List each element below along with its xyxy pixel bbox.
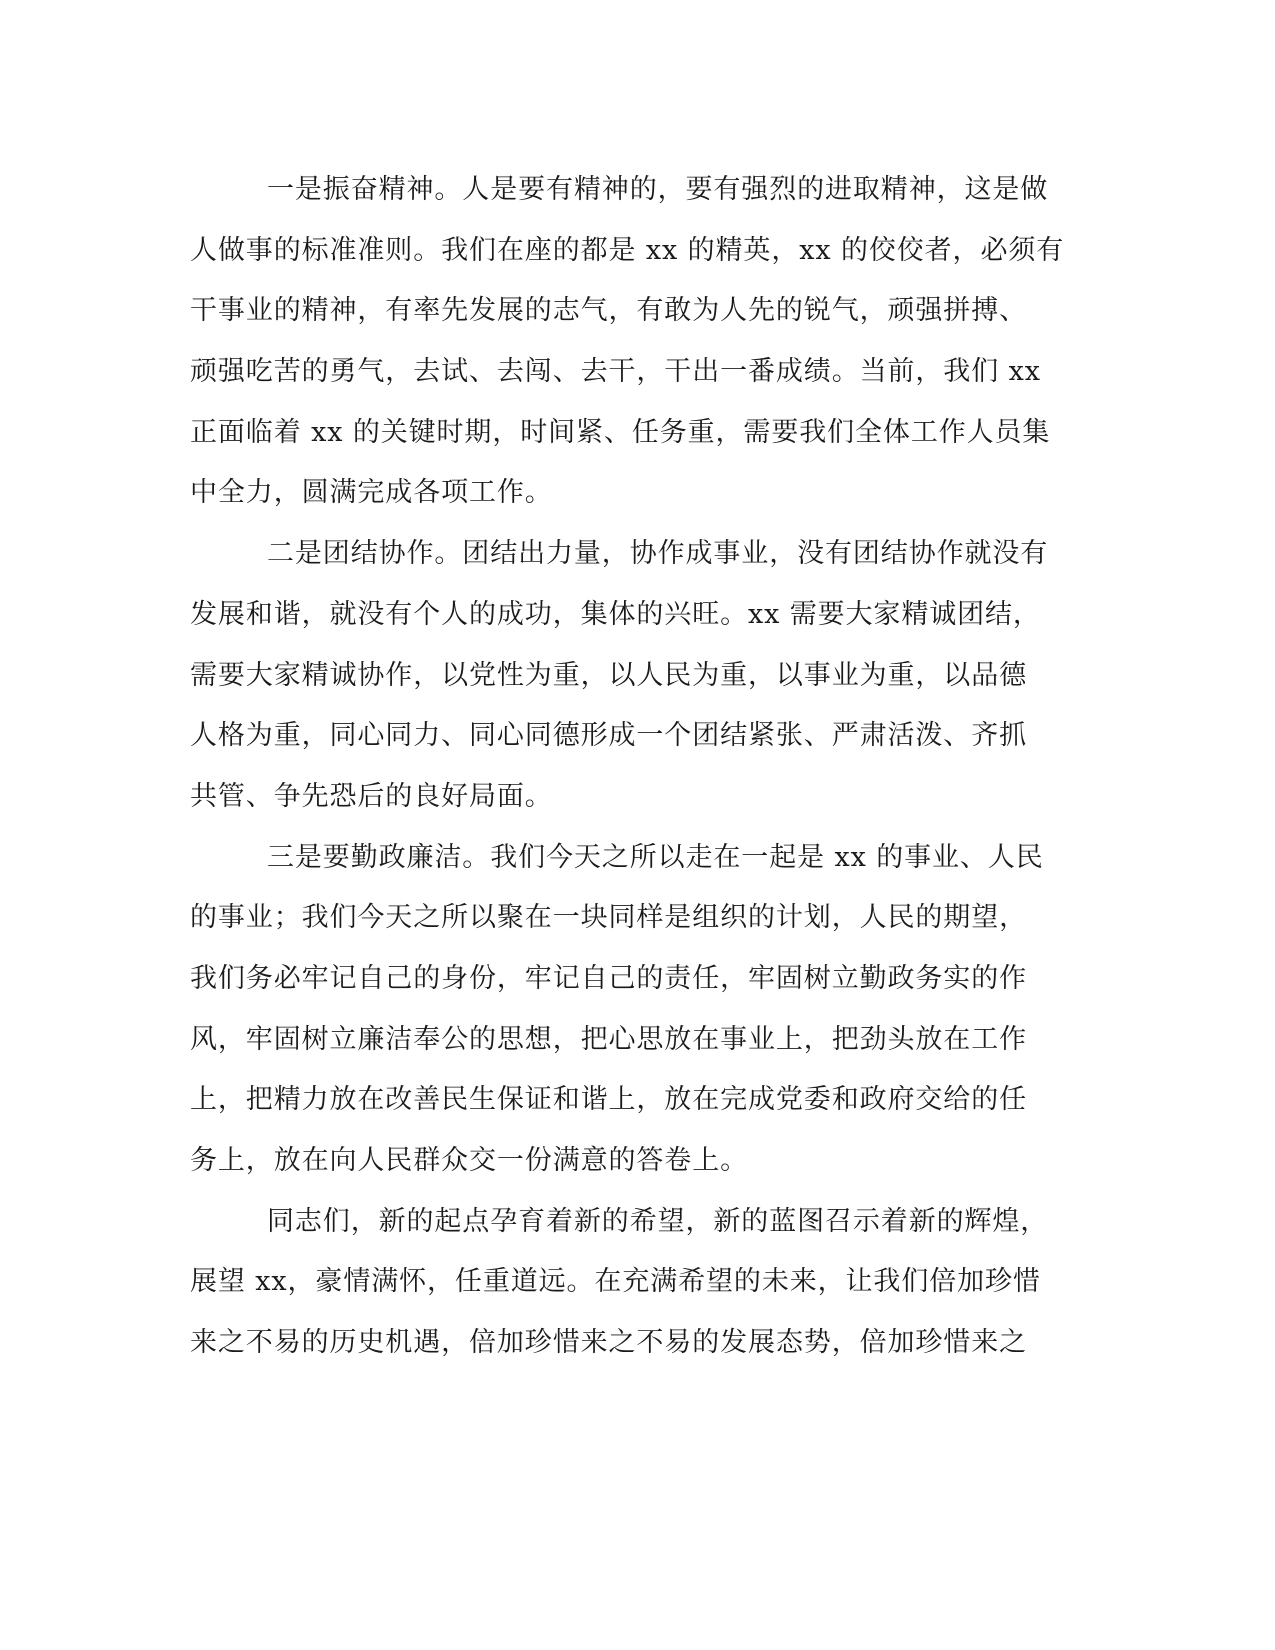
paragraph-line: 人做事的标准准则。我们在座的都是 xx 的精英，xx 的佼佼者，必须有 (190, 234, 1065, 266)
paragraph-line: 需要大家精诚协作，以党性为重，以人民为重，以事业为重，以品德 (190, 659, 1027, 691)
paragraph-line: 三是要勤政廉洁。我们今天之所以走在一起是 xx 的事业、人民 (267, 841, 1044, 873)
paragraph-line: 我们务必牢记自己的身份，牢记自己的责任，牢固树立勤政务实的作 (190, 962, 1027, 994)
paragraph-4 (190, 1192, 1075, 1374)
paragraph-line: 正面临着 xx 的关键时期，时间紧、任务重，需要我们全体工作人员集 (190, 416, 1051, 448)
paragraph-2 (190, 524, 1075, 827)
paragraph-line: 上，把精力放在改善民生保证和谐上，放在完成党委和政府交给的任 (190, 1084, 1027, 1116)
paragraph-3 (190, 828, 1075, 1192)
paragraph-line: 二是团结协作。团结出力量，协作成事业，没有团结协作就没有 (267, 538, 1049, 570)
paragraph-line: 发展和谐，就没有个人的成功，集体的兴旺。xx 需要大家精诚团结， (190, 598, 1041, 630)
paragraph-line: 干事业的精神，有率先发展的志气，有敢为人先的锐气，顽强拼搏、 (190, 295, 1027, 327)
paragraph-line: 的事业；我们今天之所以聚在一块同样是组织的计划，人民的期望， (190, 902, 1027, 934)
paragraph-line: 风，牢固树立廉洁奉公的思想，把心思放在事业上，把劲头放在工作 (190, 1023, 1027, 1055)
paragraph-line: 中全力，圆满完成各项工作。 (190, 477, 553, 509)
document-body (190, 160, 1075, 1374)
paragraph-line: 同志们，新的起点孕育着新的希望，新的蓝图召示着新的辉煌， (267, 1205, 1049, 1237)
paragraph-line: 顽强吃苦的勇气，去试、去闯、去干，干出一番成绩。当前，我们 xx (190, 356, 1041, 388)
paragraph-line: 务上，放在向人民群众交一份满意的答卷上。 (190, 1145, 748, 1176)
paragraph-line: 展望 xx，豪情满怀，任重道远。在充满希望的未来，让我们倍加珍惜 (190, 1266, 1041, 1298)
paragraph-line: 一是振奋精神。人是要有精神的，要有强烈的进取精神，这是做 (267, 174, 1049, 205)
paragraph-line: 人格为重，同心同力、同心同德形成一个团结紧张、严肃活泼、齐抓 (190, 720, 1027, 752)
paragraph-1 (190, 160, 1075, 524)
paragraph-line: 共管、争先恐后的良好局面。 (190, 780, 553, 812)
paragraph-line: 来之不易的历史机遇，倍加珍惜来之不易的发展态势，倍加珍惜来之 (190, 1327, 1027, 1359)
